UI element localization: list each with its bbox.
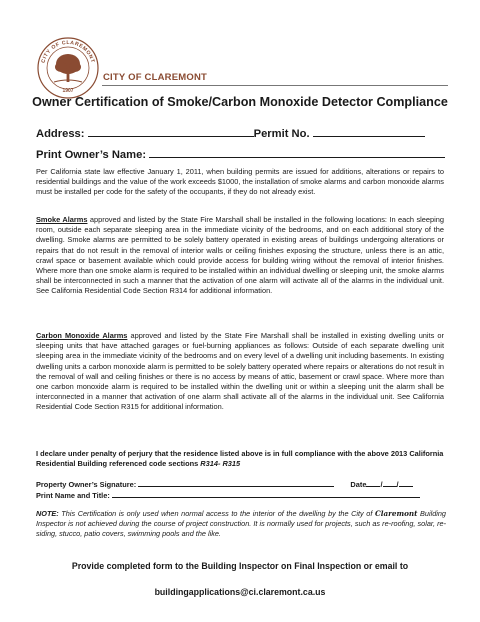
permit-label: Permit No. bbox=[253, 128, 310, 140]
seal-year: 1907 bbox=[62, 88, 74, 94]
date-separator: / bbox=[396, 480, 399, 489]
co-alarms-heading: Carbon Monoxide Alarms bbox=[36, 331, 128, 340]
permit-number-field[interactable] bbox=[313, 126, 425, 137]
owner-name-field[interactable] bbox=[149, 147, 445, 158]
co-alarms-paragraph bbox=[36, 331, 444, 413]
declaration bbox=[36, 449, 446, 469]
note-label: NOTE: bbox=[36, 509, 59, 518]
footer-instruction: Provide completed form to the Building Inspector on Final Inspection or email to bbox=[71, 561, 409, 571]
form-title: Owner Certification of Smoke/Carbon Monoxide Detector Compliance bbox=[32, 95, 448, 109]
address-row bbox=[36, 126, 425, 140]
smoke-alarms-heading: Smoke Alarms bbox=[36, 215, 88, 224]
date-label: Date bbox=[350, 480, 367, 489]
signature-row bbox=[36, 478, 446, 489]
footer-email[interactable]: buildingapplications@ci.claremont.ca.us bbox=[154, 587, 326, 597]
address-label: Address: bbox=[36, 128, 85, 140]
declaration-text: I declare under penalty of perjury that the residence listed above is in full compliance with the above 2013 California Residential Building referenced code sections bbox=[36, 449, 444, 468]
declaration-sections: R314- R315 bbox=[200, 459, 241, 468]
note-text-2: Building Inspector is not achieved during the course of project construction. It is normally used for projects, such as re-roofing, solar, re-siding, stucco, patio covers, swimming pools and the like. bbox=[36, 509, 446, 538]
date-month-field[interactable] bbox=[366, 478, 383, 489]
signature-label: Property Owner’s Signature: bbox=[36, 480, 137, 489]
co-alarms-body: approved and listed by the State Fire Marshall shall be installed in existing dwelling units or sleeping units that have attached garages or fuel-burning appliances as follows: Outside of each separate dwelling unit sleeping area in the immediate vicinity of the bedrooms and on every level of a dwelling unit including basements. In existing dwelling units a carbon monoxide alarm is permitted to be solely battery operated where repairs or alterations do not result in the removal of wall and ceiling finishes or there is no access by means of attic, basement or crawl space. Where more than one carbon monoxide alarm is required to be installed within the dwelling unit or within a sleeping unit the alarm shall be interconnected in a manner that activation of one alarm shall activate all of the alarms in the individual unit. See California Residential Code Section R315 for additional information. bbox=[36, 331, 444, 412]
header-divider bbox=[102, 85, 448, 86]
note-text-1: This Certification is only used when normal access to the interior of the dwelling by the City of bbox=[58, 509, 375, 518]
address-field[interactable] bbox=[88, 126, 254, 137]
name-title-row bbox=[36, 489, 446, 500]
owner-name-label: Print Owner’s Name: bbox=[36, 149, 147, 161]
smoke-alarms-paragraph bbox=[36, 215, 444, 297]
city-seal-logo bbox=[36, 36, 100, 100]
signature-field[interactable] bbox=[138, 478, 334, 487]
name-title-label: Print Name and Title: bbox=[36, 491, 110, 500]
smoke-alarms-body: approved and listed by the State Fire Marshall shall be installed in the following locations: In each sleeping room, outside each separate sleeping area in the immediate vicinity of the bedrooms, and on each additional story of the dwelling. Smoke alarms are permitted to be solely battery operated in existing areas of buildings undergoing alterations or repairs that do not result in the removal of interior walls or ceiling finishes exposing the structure, unless there is an attic, crawl space or basement available which could provide access for building wiring without the removal of interior finishes. Where more than one smoke alarm is required to be installed within an individual dwelling or sleeping unit, the smoke alarms shall be interconnected in such a manner that the activation of one alarm will activate all of the alarms in the individual unit. See California Residential Code Section R314 for additional information. bbox=[36, 215, 445, 296]
city-name: CITY OF CLAREMONT bbox=[103, 72, 208, 83]
date-year-field[interactable] bbox=[396, 478, 413, 489]
note-city: Claremont bbox=[375, 509, 418, 518]
owner-name-row bbox=[36, 147, 445, 161]
note-paragraph bbox=[36, 509, 446, 539]
date-separator: / bbox=[380, 480, 383, 489]
intro-paragraph: Per California state law effective January 1, 2011, when building permits are issued for additions, alterations or repairs to residential buildings and the value of the work exceeds $1000, the installation of smoke alarms and carbon monoxide alarms must be installed per code for the safety of the occupants, if they do not already exist. bbox=[36, 167, 444, 197]
name-title-field[interactable] bbox=[112, 489, 420, 498]
svg-text:CITY OF CLAREMONT: CITY OF CLAREMONT bbox=[40, 39, 96, 64]
date-day-field[interactable] bbox=[383, 478, 397, 487]
